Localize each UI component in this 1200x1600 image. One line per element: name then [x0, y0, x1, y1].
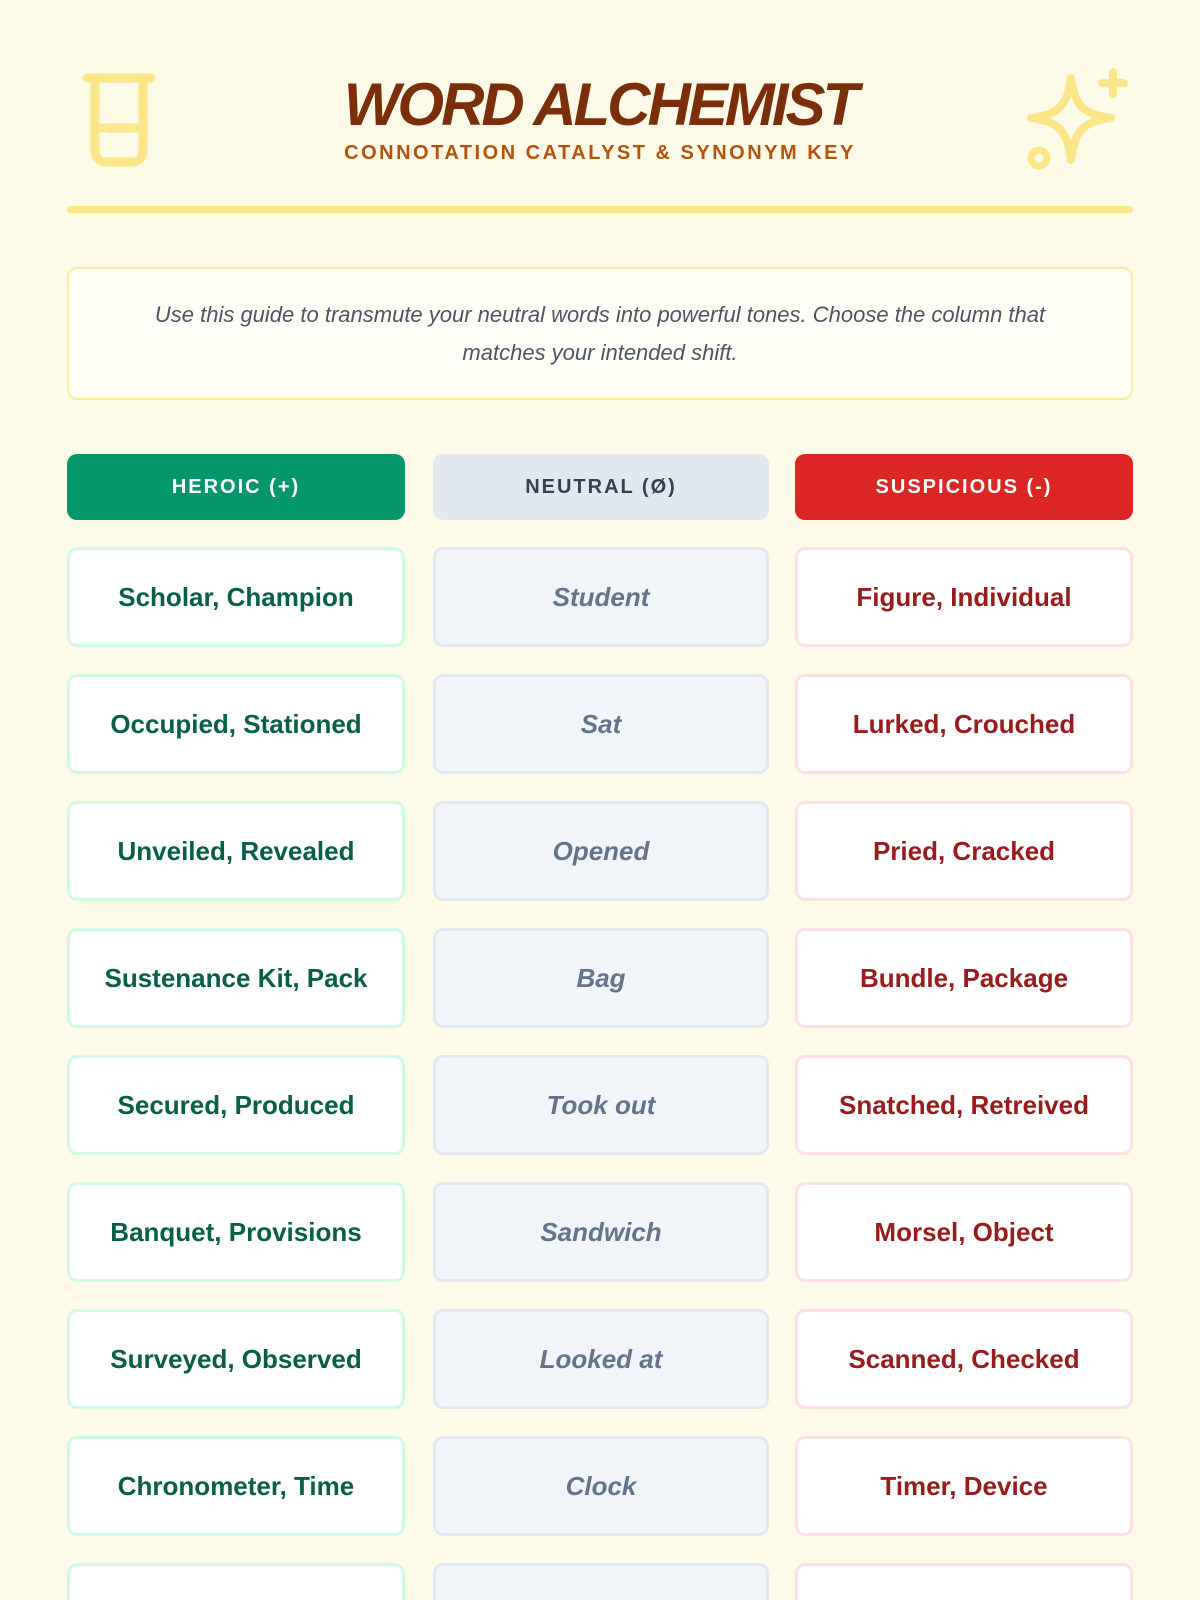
suspicious-cell: Snatched, Retreived — [795, 1055, 1133, 1155]
suspicious-cell: Lurked, Crouched — [795, 674, 1133, 774]
header-divider — [67, 206, 1133, 213]
suspicious-cell: Pried, Cracked — [795, 801, 1133, 901]
intro-text: Use this guide to transmute your neutral words into powerful tones. Choose the column that matches your intended shift. — [154, 301, 1046, 365]
sparkle-icon — [1025, 68, 1129, 172]
column-header-neutral: NEUTRAL (Ø) — [433, 454, 769, 520]
suspicious-cell — [795, 1563, 1133, 1600]
suspicious-cell: Scanned, Checked — [795, 1309, 1133, 1409]
neutral-cell: Sat — [433, 674, 769, 774]
heroic-cell: Secured, Produced — [67, 1055, 405, 1155]
heroic-cell: Chronometer, Time — [67, 1436, 405, 1536]
suspicious-cell: Timer, Device — [795, 1436, 1133, 1536]
neutral-cell: Looked at — [433, 1309, 769, 1409]
neutral-cell — [433, 1563, 769, 1600]
heroic-cell: Occupied, Stationed — [67, 674, 405, 774]
heroic-cell: Banquet, Provisions — [67, 1182, 405, 1282]
table-row — [67, 928, 1133, 1028]
heroic-cell: Surveyed, Observed — [67, 1309, 405, 1409]
neutral-cell: Student — [433, 547, 769, 647]
column-header-suspicious: SUSPICIOUS (-) — [795, 454, 1133, 520]
suspicious-cell: Morsel, Object — [795, 1182, 1133, 1282]
table-row — [67, 1309, 1133, 1409]
neutral-cell: Took out — [433, 1055, 769, 1155]
heroic-cell: Scholar, Champion — [67, 547, 405, 647]
header — [67, 60, 1133, 210]
neutral-cell: Opened — [433, 801, 769, 901]
table-row — [67, 1563, 1133, 1600]
suspicious-cell: Figure, Individual — [795, 547, 1133, 647]
table-row — [67, 1055, 1133, 1155]
intro-note — [67, 267, 1133, 400]
neutral-cell: Clock — [433, 1436, 769, 1536]
heroic-cell — [67, 1563, 405, 1600]
heroic-cell: Unveiled, Revealed — [67, 801, 405, 901]
neutral-cell: Sandwich — [433, 1182, 769, 1282]
page-subtitle: CONNOTATION CATALYST & SYNONYM KEY — [344, 142, 856, 164]
table-row — [67, 547, 1133, 647]
column-headers — [67, 454, 1133, 520]
suspicious-cell: Bundle, Package — [795, 928, 1133, 1028]
heroic-cell: Sustenance Kit, Pack — [67, 928, 405, 1028]
page-title: WORD ALCHEMIST — [343, 71, 857, 138]
table-row — [67, 1436, 1133, 1536]
table-row — [67, 1182, 1133, 1282]
table-row — [67, 674, 1133, 774]
column-header-heroic: HEROIC (+) — [67, 454, 405, 520]
neutral-cell: Bag — [433, 928, 769, 1028]
table-row — [67, 801, 1133, 901]
